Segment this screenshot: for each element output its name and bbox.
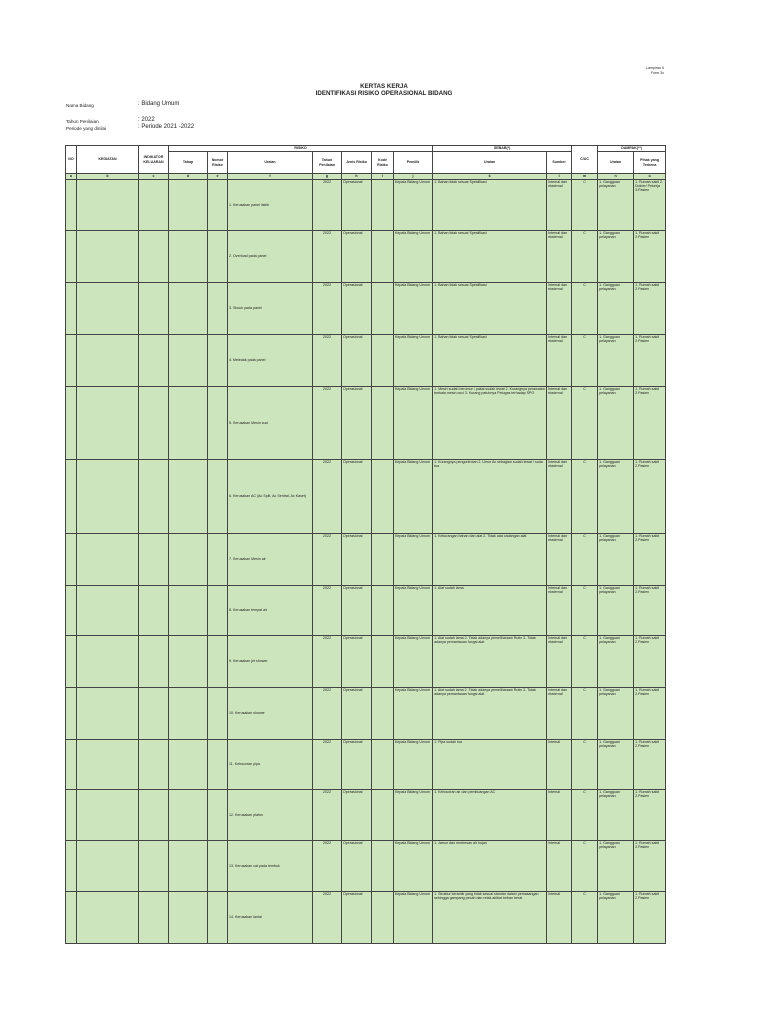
cell-no [66,892,77,944]
header-cuc: C/UC [572,146,598,174]
cell-pihak: 1. Rumah sakit 2.Pasien [634,586,666,636]
header-uraian-dampak: Uraian [598,152,634,174]
cell-uraian-risiko: 4. Meledak pada panel [228,335,313,387]
cell-indikator [139,892,169,944]
cell-kegiatan [77,231,139,283]
cell-sumber: Internal dan eksternal [547,636,572,688]
cell-nomor-risiko [208,231,228,283]
meta-value-tahun: : 2022 [138,117,155,123]
cell-tahap [169,335,208,387]
cell-uraian-dampak: 1. Gangguan pelayanan [598,180,634,231]
cell-sumber: Internal dan eksternal [547,460,572,534]
table-row [66,283,666,335]
cell-uraian-risiko: 13. Kerusakan cat pada tembok [228,841,313,892]
cell-cuc: C [572,335,598,387]
cell-cuc: C [572,841,598,892]
cell-pihak: 1. Rumah sakit 2.Pasien [634,841,666,892]
cell-pihak: 1. Rumah sakit 2.Pasien [634,283,666,335]
cell-uraian-sebab: 1. Bahan tidak sesuai Spesifikasi [433,231,547,283]
cell-jenis-risiko: Operasional [342,636,372,688]
table-row [66,636,666,688]
table-row [66,534,666,586]
cell-uraian-sebab: 1. Kebocoran air dan pembuangan AC [433,790,547,841]
header-risiko: RISIKO [169,146,433,152]
cell-uraian-sebab: 1. Bahan tidak sesuai Spesifikasi [433,180,547,231]
cell-cuc: C [572,534,598,586]
cell-kode-risiko [372,636,394,688]
cell-uraian-dampak: 1. Gangguan pelayanan [598,534,634,586]
cell-tahap [169,231,208,283]
cell-kegiatan [77,180,139,231]
cell-pihak: 1. Rumah sakit 2. Dokter/ Pekerja 3.Pasien [634,180,666,231]
cell-cuc: C [572,740,598,790]
header-tahap: Tahap [169,152,208,174]
cell-sumber: Internal dan eksternal [547,586,572,636]
cell-no [66,534,77,586]
cell-sumber: Internal [547,892,572,944]
cell-pihak: 1. Rumah sakit 2.Pasien [634,231,666,283]
cell-kegiatan [77,740,139,790]
cell-indikator [139,740,169,790]
cell-jenis-risiko: Operasional [342,841,372,892]
cell-uraian-risiko: 3. Shock pada panel [228,283,313,335]
cell-uraian-sebab: 1. Alat sudah lama [433,586,547,636]
cell-tahap [169,892,208,944]
cell-indikator [139,283,169,335]
cell-uraian-sebab: 1. Kekurangan bahan dan alat 2. Tidak ada cadangan alat [433,534,547,586]
meta-label-bidang: Nama Bidang [66,103,94,108]
header-sebab: SEBAB(*) [433,146,572,152]
cell-jenis-risiko: Operasional [342,231,372,283]
cell-uraian-risiko: 1. Kerusakan panel listrik [228,180,313,231]
cell-tahap [169,460,208,534]
cell-uraian-dampak: 1. Gangguan pelayanan [598,460,634,534]
cell-uraian-dampak: 1. Gangguan pelayanan [598,892,634,944]
cell-uraian-dampak: 1. Gangguan pelayanan [598,586,634,636]
cell-uraian-risiko: 11. Kebocoran pipa [228,740,313,790]
cell-no [66,231,77,283]
cell-kode-risiko [372,283,394,335]
cell-jenis-risiko: Operasional [342,387,372,460]
cell-tahap [169,790,208,841]
column-letter: c [139,174,169,180]
column-letter: b [77,174,139,180]
cell-tahun: 2022 [313,460,342,534]
cell-no [66,740,77,790]
cell-pemilik: Kepala Bidang Umum [394,387,433,460]
cell-kode-risiko [372,892,394,944]
doc-title: KERTAS KERJA [360,83,408,90]
cell-tahun: 2022 [313,688,342,740]
cell-pemilik: Kepala Bidang Umum [394,283,433,335]
column-letter: j [394,174,433,180]
header-indikator: INDIKATOR KELUARAN [139,146,169,174]
header-dampak: DAMPAK(**) [598,146,666,152]
cell-sumber: Internal dan eksternal [547,534,572,586]
doc-subtitle: IDENTIFIKASI RISIKO OPERASIONAL BIDANG [315,90,453,97]
cell-uraian-sebab: 1. Kurangnya pengontrolan 2. Umur Ac sebagian sudah lewat / suda tua [433,460,547,534]
table-row [66,387,666,460]
cell-no [66,841,77,892]
cell-nomor-risiko [208,892,228,944]
cell-uraian-sebab: 1. Mesin sudah berumur / pakai sudah lewat 2. Kurangnya perawatan berkala mesin cuci 3. Kurang patuhnya Petugas terhadap SPO [433,387,547,460]
cell-pemilik: Kepala Bidang Umum [394,892,433,944]
cell-nomor-risiko [208,586,228,636]
table-row [66,892,666,944]
cell-pihak: 1. Rumah sakit 2.Pasien [634,335,666,387]
cell-pemilik: Kepala Bidang Umum [394,841,433,892]
cell-nomor-risiko [208,460,228,534]
cell-indikator [139,534,169,586]
cell-tahap [169,534,208,586]
table-row [66,335,666,387]
header-pemilik: Pemilik [394,152,433,174]
cell-kode-risiko [372,180,394,231]
cell-tahun: 2022 [313,387,342,460]
cell-tahun: 2022 [313,231,342,283]
cell-jenis-risiko: Operasional [342,460,372,534]
cell-cuc: C [572,387,598,460]
cell-tahap [169,636,208,688]
risk-table [65,145,666,944]
cell-uraian-sebab: 1. Bahan tidak sesuai Spesifikasi [433,335,547,387]
cell-tahun: 2022 [313,636,342,688]
table-row [66,460,666,534]
cell-uraian-dampak: 1. Gangguan pelayanan [598,841,634,892]
cell-tahap [169,180,208,231]
cell-pihak: 1. Rumah sakit 2.Pasien [634,790,666,841]
cell-tahun: 2022 [313,841,342,892]
cell-pemilik: Kepala Bidang Umum [394,740,433,790]
cell-pemilik: Kepala Bidang Umum [394,180,433,231]
cell-uraian-sebab: 1. Alat sudah lama 2. Tidak adanya pemeliharaan Rutin 3. Tidak adanya pemantauan fungsi alat [433,688,547,740]
cell-tahap [169,688,208,740]
header-tahun-penilaian: Tahun Penilaian [313,152,342,174]
cell-pihak: 1. Rumah sakit 2.Pasien [634,688,666,740]
cell-uraian-risiko: 8. Kerusakan tempat air [228,586,313,636]
cell-indikator [139,335,169,387]
column-letter: l [547,174,572,180]
cell-tahap [169,283,208,335]
cell-kegiatan [77,283,139,335]
cell-cuc: C [572,688,598,740]
cell-no [66,636,77,688]
column-letter: h [342,174,372,180]
cell-nomor-risiko [208,283,228,335]
table-row [66,740,666,790]
cell-cuc: C [572,586,598,636]
cell-nomor-risiko [208,636,228,688]
header-uraian-risiko: Uraian [228,152,313,174]
cell-uraian-sebab: 1. Bahan tidak sesuai Spesifikasi [433,283,547,335]
cell-sumber: Internal dan eksternal [547,688,572,740]
cell-indikator [139,180,169,231]
cell-uraian-dampak: 1. Gangguan pelayanan [598,335,634,387]
cell-pemilik: Kepala Bidang Umum [394,790,433,841]
cell-tahun: 2022 [313,180,342,231]
cell-kode-risiko [372,740,394,790]
cell-no [66,335,77,387]
cell-indikator [139,636,169,688]
cell-sumber: Internal [547,841,572,892]
cell-no [66,387,77,460]
cell-indikator [139,460,169,534]
cell-uraian-dampak: 1. Gangguan pelayanan [598,231,634,283]
column-letter: m [572,174,598,180]
cell-no [66,790,77,841]
cell-cuc: C [572,180,598,231]
cell-uraian-risiko: 2. Overload pada panel [228,231,313,283]
cell-kode-risiko [372,231,394,283]
cell-nomor-risiko [208,180,228,231]
cell-pemilik: Kepala Bidang Umum [394,534,433,586]
cell-jenis-risiko: Operasional [342,740,372,790]
cell-kode-risiko [372,387,394,460]
cell-cuc: C [572,790,598,841]
cell-uraian-sebab: 1. Struktur keramik yang tidak sesuai standar dalam pemasangan sehingga gampang pecah dan retak akibat beban berat [433,892,547,944]
cell-uraian-dampak: 1. Gangguan pelayanan [598,688,634,740]
cell-indikator [139,790,169,841]
cell-no [66,688,77,740]
cell-no [66,460,77,534]
cell-jenis-risiko: Operasional [342,586,372,636]
cell-tahap [169,387,208,460]
cell-nomor-risiko [208,740,228,790]
cell-kode-risiko [372,688,394,740]
cell-pemilik: Kepala Bidang Umum [394,688,433,740]
column-letter: i [372,174,394,180]
column-letter: o [634,174,666,180]
cell-indikator [139,586,169,636]
column-letter: g [313,174,342,180]
cell-jenis-risiko: Operasional [342,892,372,944]
column-letter: e [208,174,228,180]
cell-jenis-risiko: Operasional [342,335,372,387]
cell-indikator [139,688,169,740]
cell-pihak: 1. Rumah sakit 2.Pasien [634,636,666,688]
cell-indikator [139,841,169,892]
meta-value-bidang: : Bidang Umum [138,101,180,107]
cell-uraian-dampak: 1. Gangguan pelayanan [598,283,634,335]
header-kegiatan: KEGIATAN [77,146,139,174]
cell-kode-risiko [372,460,394,534]
header-nomor-risiko: Nomor Risiko [208,152,228,174]
cell-no [66,283,77,335]
meta-value-periode: : Periode 2021 -2022 [138,124,195,130]
cell-tahun: 2022 [313,335,342,387]
cell-sumber: Internal dan eksternal [547,180,572,231]
cell-indikator [139,387,169,460]
cell-kegiatan [77,460,139,534]
column-letter: f [228,174,313,180]
cell-uraian-sebab: 1. Jamur dan rembesan air hujan [433,841,547,892]
cell-nomor-risiko [208,534,228,586]
cell-nomor-risiko [208,790,228,841]
cell-nomor-risiko [208,387,228,460]
column-letter: n [598,174,634,180]
cell-kegiatan [77,534,139,586]
cell-pemilik: Kepala Bidang Umum [394,586,433,636]
cell-tahun: 2022 [313,534,342,586]
cell-tahun: 2022 [313,283,342,335]
cell-pemilik: Kepala Bidang Umum [394,335,433,387]
cell-tahun: 2022 [313,892,342,944]
cell-kode-risiko [372,586,394,636]
header-no: NO [66,146,77,174]
cell-no [66,586,77,636]
table-row [66,180,666,231]
cell-kode-risiko [372,841,394,892]
cell-pemilik: Kepala Bidang Umum [394,636,433,688]
cell-pihak: 1. Rumah sakit 2.Pasien [634,460,666,534]
cell-sumber: Internal [547,740,572,790]
cell-sumber: Internal dan eksternal [547,387,572,460]
column-letter: k [433,174,547,180]
meta-label-tahun: Tahun Penilaian [66,119,99,124]
column-letter: d [169,174,208,180]
cell-kegiatan [77,636,139,688]
cell-pihak: 1. Rumah sakit 2.Pasien [634,740,666,790]
cell-tahun: 2022 [313,740,342,790]
cell-uraian-dampak: 1. Gangguan pelayanan [598,636,634,688]
cell-nomor-risiko [208,841,228,892]
cell-uraian-dampak: 1. Gangguan pelayanan [598,387,634,460]
cell-no [66,180,77,231]
cell-tahap [169,841,208,892]
cell-cuc: C [572,636,598,688]
cell-kegiatan [77,387,139,460]
table-row [66,790,666,841]
cell-uraian-sebab: 1. Pipa sudah tua [433,740,547,790]
attachment-label: Lampiran II [646,66,664,70]
cell-tahap [169,586,208,636]
header-jenis-risiko: Jenis Risiko [342,152,372,174]
form-code [646,66,664,76]
cell-pihak: 1. Rumah sakit 2.Pasien [634,534,666,586]
header-uraian-sebab: Uraian [433,152,547,174]
cell-cuc: C [572,892,598,944]
cell-jenis-risiko: Operasional [342,534,372,586]
cell-kode-risiko [372,335,394,387]
header-sumber: Sumber [547,152,572,174]
cell-jenis-risiko: Operasional [342,688,372,740]
cell-sumber: Internal [547,790,572,841]
cell-jenis-risiko: Operasional [342,790,372,841]
cell-uraian-risiko: 9. Kerusakan jet shower [228,636,313,688]
cell-tahun: 2022 [313,790,342,841]
cell-pihak: 1. Rumah sakit 2.Pasien [634,387,666,460]
cell-jenis-risiko: Operasional [342,283,372,335]
meta-label-periode: Periode yang dinilai [66,126,107,131]
form-number: Form 3c [650,71,664,75]
cell-sumber: Internal dan eksternal [547,231,572,283]
cell-pemilik: Kepala Bidang Umum [394,460,433,534]
cell-uraian-risiko: 14. Kerusakan lantai [228,892,313,944]
header-kode-risiko: Kode Risiko [372,152,394,174]
cell-sumber: Internal dan eksternal [547,335,572,387]
cell-uraian-risiko: 5. Kerusakan Mesin cuci [228,387,313,460]
cell-indikator [139,231,169,283]
cell-uraian-dampak: 1. Gangguan pelayanan [598,790,634,841]
cell-cuc: C [572,460,598,534]
table-row [66,688,666,740]
cell-cuc: C [572,231,598,283]
cell-kegiatan [77,790,139,841]
cell-nomor-risiko [208,335,228,387]
cell-kegiatan [77,892,139,944]
cell-tahap [169,740,208,790]
cell-kode-risiko [372,534,394,586]
cell-kegiatan [77,586,139,636]
cell-pemilik: Kepala Bidang Umum [394,231,433,283]
cell-uraian-dampak: 1. Gangguan pelayanan [598,740,634,790]
cell-cuc: C [572,283,598,335]
cell-kegiatan [77,841,139,892]
cell-kegiatan [77,335,139,387]
column-letter: a [66,174,77,180]
cell-kode-risiko [372,790,394,841]
cell-pihak: 1. Rumah sakit 2.Pasien [634,892,666,944]
cell-uraian-risiko: 7. Kerusakan Mesin air [228,534,313,586]
header-pihak: Pihak yang Terkena [634,152,666,174]
cell-sumber: Internal dan eksternal [547,283,572,335]
cell-tahun: 2022 [313,586,342,636]
table-row [66,841,666,892]
cell-nomor-risiko [208,688,228,740]
cell-uraian-risiko: 6. Kerusakan AC (Ac Split, Ac Sentral, Ac Kaset) [228,460,313,534]
cell-uraian-risiko: 10. Kerusakan shower [228,688,313,740]
cell-uraian-risiko: 12. Kerusakan plafon [228,790,313,841]
cell-kegiatan [77,688,139,740]
cell-uraian-sebab: 1. Alat sudah lama 2. Tidak adanya pemeliharaan Rutin 3. Tidak adanya pemantauan fungsi alat [433,636,547,688]
cell-jenis-risiko: Operasional [342,180,372,231]
table-row [66,586,666,636]
table-row [66,231,666,283]
